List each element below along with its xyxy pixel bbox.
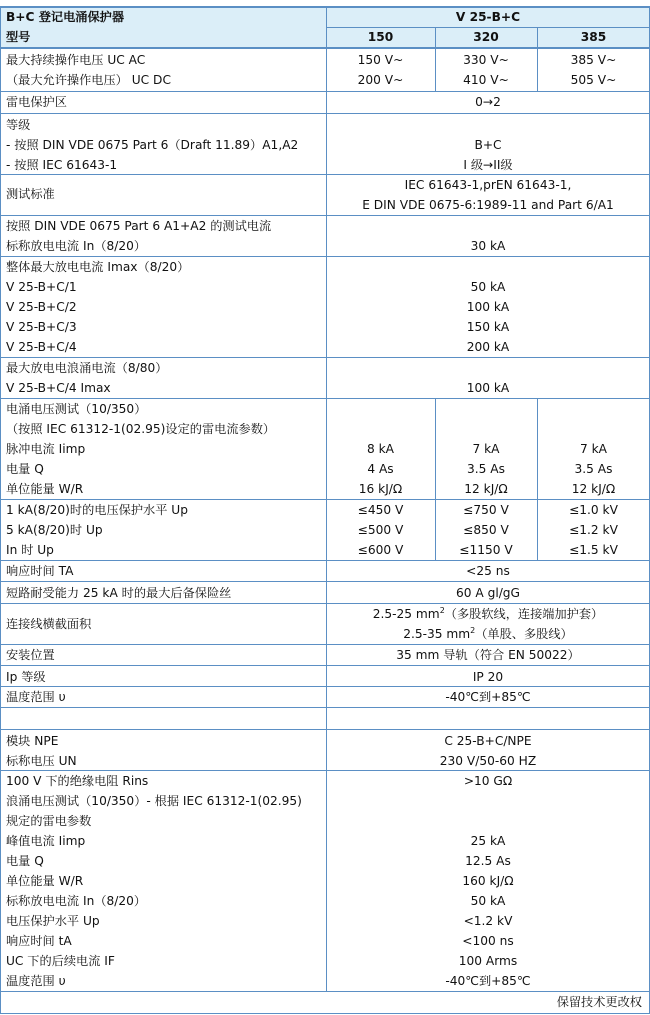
- iimp-label: 脉冲电流 Iimp: [6, 442, 86, 456]
- imax-label: 整体最大放电电流 Imax（8/20）: [6, 260, 190, 274]
- class-iec-value: I 级→II级: [463, 158, 513, 172]
- npe-temperature-label: 温度范围 υ: [6, 974, 66, 988]
- up-labels: [0, 500, 326, 560]
- imax-value-1: 50 kA: [470, 280, 506, 294]
- energy-385: 12 kJ/Ω: [571, 482, 616, 496]
- cross-section-values: [326, 604, 650, 644]
- npe-blank-1: [326, 791, 650, 811]
- uc-dc-385: 505 V~: [570, 73, 617, 87]
- nominal-labels: [0, 216, 326, 256]
- imax-value-2: 100 kA: [466, 300, 510, 314]
- product-title: B+C 登记电涌保护器: [6, 10, 125, 24]
- imax-value-4: 200 kA: [466, 340, 510, 354]
- impulse-labels: [0, 399, 326, 499]
- npe-follow-current-label: UC 下的后续电流 IF: [6, 954, 115, 968]
- footer-note: 保留技术更改权: [556, 995, 642, 1009]
- npe-up-label: 电压保护水平 Up: [6, 914, 100, 928]
- impulse-col-385: [537, 439, 650, 499]
- class-label: 等级: [6, 118, 31, 132]
- row-divider: [0, 644, 650, 645]
- header-bottom-border: [0, 47, 650, 49]
- type-385: 385: [537, 27, 650, 47]
- column-divider: [537, 398, 538, 560]
- npe-voltage-value: 230 V/50-60 HZ: [439, 754, 537, 768]
- npe-param-labels: [0, 771, 326, 991]
- npe-module-label: 模块 NPE: [6, 734, 59, 748]
- uc-col-150: [326, 50, 435, 90]
- up-in-385: ≤1.5 kV: [569, 543, 618, 557]
- nominal-test-label: 按照 DIN VDE 0675 Part 6 A1+A2 的测试电流: [6, 219, 272, 233]
- npe-module-value: C 25-B+C/NPE: [444, 734, 532, 748]
- energy-150: 16 kJ/Ω: [358, 482, 403, 496]
- standard-values: [326, 175, 650, 215]
- standard-value-2: E DIN VDE 0675-6:1989-11 and Part 6/A1: [362, 198, 614, 212]
- class-iec-label: - 按照 IEC 61643-1: [6, 158, 118, 172]
- npe-blank-2: [326, 811, 650, 831]
- uc-dc-150: 200 V~: [357, 73, 404, 87]
- npe-charge-value: 12.5 As: [465, 854, 511, 868]
- type-320: 320: [435, 27, 537, 47]
- npe-energy-label: 单位能量 W/R: [6, 874, 84, 888]
- uc-ac-320: 330 V~: [463, 53, 509, 67]
- imax-model-2: V 25-B+C/2: [6, 300, 77, 314]
- column-divider: [537, 27, 538, 91]
- row-divider: [0, 991, 650, 992]
- fuse-label: 短路耐受能力 25 kA 时的最大后备保险丝: [6, 586, 232, 600]
- row-divider: [326, 27, 650, 28]
- npe-peak-current-label: 峰值电流 Iimp: [6, 834, 86, 848]
- npe-nominal-label: 标称放电电流 In（8/20）: [6, 894, 147, 908]
- top-border: [0, 6, 650, 8]
- imax-labels: [0, 257, 326, 357]
- up-in-150: ≤600 V: [357, 543, 404, 557]
- uc-dc-320: 410 V~: [463, 73, 509, 87]
- insulation-value: >10 GΩ: [463, 774, 513, 788]
- left-border: [0, 7, 1, 1013]
- row-divider: [0, 256, 650, 257]
- surge-label: 最大放电电浪涌电流（8/80）: [6, 361, 168, 375]
- column-divider: [326, 7, 327, 991]
- npe-energy-value: 160 kJ/Ω: [462, 874, 514, 888]
- row-divider: [0, 729, 650, 730]
- row-divider: [0, 1013, 650, 1014]
- up-5ka-label: 5 kA(8/20)时 Up: [6, 523, 103, 537]
- cross-section-value-1: 2.5-25 $mm^2$（多股软线，连接端加护套）: [372, 605, 604, 621]
- class-din-label: - 按照 DIN VDE 0675 Part 6（Draft 11.89）A1,A2: [6, 138, 299, 152]
- imax-model-3: V 25-B+C/3: [6, 320, 77, 334]
- charge-150: 4 As: [367, 462, 394, 476]
- temperature-value: -40℃到+85℃: [445, 690, 531, 704]
- up-col-150: [326, 500, 435, 560]
- npe-values: [326, 731, 650, 771]
- row-divider: [0, 665, 650, 666]
- npe-nominal-value: 50 kA: [470, 894, 506, 908]
- row-divider: [0, 113, 650, 114]
- up-in-label: In 时 Up: [6, 543, 54, 557]
- temperature-label: 温度范围 υ: [6, 690, 66, 704]
- npe-voltage-label: 标称电压 UN: [6, 754, 77, 768]
- imax-values: [326, 277, 650, 357]
- up-col-385: [537, 500, 650, 560]
- npe-peak-current-value: 25 kA: [470, 834, 506, 848]
- npe-param-values: [326, 771, 650, 991]
- charge-label: 电量 Q: [6, 462, 44, 476]
- npe-follow-current-value: 100 Arms: [458, 954, 518, 968]
- imax-value-3: 150 kA: [466, 320, 510, 334]
- row-divider: [0, 91, 650, 92]
- npe-surge-test-label: 浪涌电压测试（10/350）- 根据 IEC 61312-1(02.95): [6, 794, 302, 808]
- charge-385: 3.5 As: [574, 462, 613, 476]
- row-divider: [0, 603, 650, 604]
- imax-model-4: V 25-B+C/4: [6, 340, 77, 354]
- up-5ka-150: ≤500 V: [357, 523, 404, 537]
- mount-label: 安装位置: [6, 648, 55, 662]
- cross-section-label: 连接线横截面积: [6, 617, 92, 631]
- fuse-value: 60 A gl/gG: [455, 586, 520, 600]
- row-divider: [0, 770, 650, 771]
- surge-value: 100 kA: [466, 381, 510, 395]
- impulse-standard-label: （按照 IEC 61312-1(02.95)设定的雷电流参数）: [6, 422, 276, 436]
- zone-label: 雷电保护区: [6, 95, 67, 109]
- npe-response-value: <100 ns: [462, 934, 514, 948]
- up-5ka-385: ≤1.2 kV: [569, 523, 618, 537]
- class-din-value: B+C: [474, 138, 502, 152]
- iimp-385: 7 kA: [579, 442, 608, 456]
- row-divider: [0, 707, 650, 708]
- surge-model-label: V 25-B+C/4 Imax: [6, 381, 111, 395]
- npe-response-label: 响应时间 tA: [6, 934, 72, 948]
- imax-model-1: V 25-B+C/1: [6, 280, 77, 294]
- nominal-in-label: 标称放电电流 In（8/20）: [6, 239, 147, 253]
- up-in-320: ≤1150 V: [459, 543, 513, 557]
- ip-label: Ip 等级: [6, 670, 46, 684]
- column-divider: [435, 398, 436, 560]
- row-divider: [0, 398, 650, 399]
- header-left: [0, 7, 326, 47]
- charge-320: 3.5 As: [467, 462, 505, 476]
- ip-value: IP 20: [472, 670, 504, 684]
- row-divider: [0, 499, 650, 500]
- standard-label: 测试标准: [6, 187, 55, 201]
- up-1ka-320: ≤750 V: [463, 503, 509, 517]
- uc-ac-label: 最大持续操作电压 UC AC: [6, 53, 146, 67]
- impulse-col-150: [326, 439, 435, 499]
- nominal-value: 30 kA: [470, 239, 506, 253]
- surge-labels: [0, 358, 326, 398]
- uc-col-385: [537, 50, 650, 90]
- insulation-label: 100 V 下的绝缘电阻 Rins: [6, 774, 149, 788]
- response-value: <25 ns: [466, 564, 510, 578]
- column-divider: [435, 27, 436, 91]
- class-labels: [0, 115, 326, 175]
- response-label: 响应时间 TA: [6, 564, 74, 578]
- up-col-320: [435, 500, 537, 560]
- npe-up-value: <1.2 kV: [463, 914, 513, 928]
- type-150: 150: [326, 27, 435, 47]
- uc-labels: [0, 50, 326, 90]
- row-divider: [0, 581, 650, 582]
- standard-value-1: IEC 61643-1,prEN 61643-1,: [404, 178, 572, 192]
- impulse-col-320: [435, 439, 537, 499]
- class-values: [326, 135, 650, 175]
- npe-lightning-params-label: 规定的雷电参数: [6, 814, 92, 828]
- uc-ac-385: 385 V~: [570, 53, 617, 67]
- iimp-320: 7 kA: [472, 442, 500, 456]
- uc-dc-label: （最大允许操作电压） UC DC: [6, 73, 171, 87]
- row-divider: [0, 174, 650, 175]
- up-5ka-320: ≤850 V: [463, 523, 509, 537]
- model-label: 型号: [6, 30, 31, 44]
- npe-labels: [0, 731, 326, 771]
- row-divider: [0, 357, 650, 358]
- row-divider: [0, 560, 650, 561]
- series-name: V 25-B+C: [326, 7, 650, 27]
- mount-value: 35 mm 导轨（符合 EN 50022）: [396, 648, 580, 662]
- energy-label: 单位能量 W/R: [6, 482, 84, 496]
- npe-charge-label: 电量 Q: [6, 854, 44, 868]
- uc-ac-150: 150 V~: [357, 53, 404, 67]
- row-divider: [0, 215, 650, 216]
- up-1ka-label: 1 kA(8/20)时的电压保护水平 Up: [6, 503, 188, 517]
- up-1ka-385: ≤1.0 kV: [569, 503, 618, 517]
- energy-320: 12 kJ/Ω: [464, 482, 508, 496]
- row-divider: [0, 686, 650, 687]
- zone-value: 0→2: [475, 95, 501, 109]
- uc-col-320: [435, 50, 537, 90]
- cross-section-value-2: 2.5-35 $mm^2$（单股、多股线）: [403, 625, 573, 641]
- npe-temperature-value: -40℃到+85℃: [445, 974, 531, 988]
- iimp-150: 8 kA: [366, 442, 395, 456]
- impulse-test-label: 电涌电压测试（10/350）: [6, 402, 147, 416]
- up-1ka-150: ≤450 V: [357, 503, 404, 517]
